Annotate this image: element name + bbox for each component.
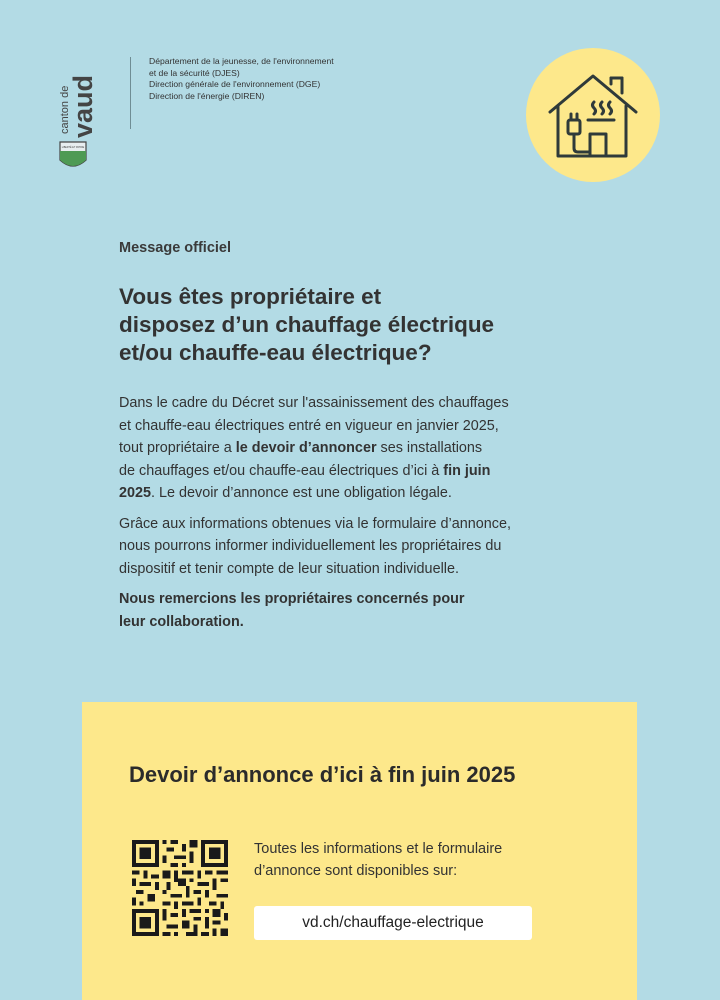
department-block (149, 56, 334, 102)
paragraph-obligation (119, 392, 624, 505)
panel-title: Devoir d’annonce d’ici à fin juin 2025 (129, 762, 516, 787)
body-line: nous pourrons informer individuellement les propriétaires du (119, 538, 502, 554)
info-line: d’annonce sont disponibles sur: (254, 863, 458, 879)
paragraph-thanks (119, 588, 624, 633)
emphasis-year: 2025 (119, 485, 152, 501)
body-line: Nous remercions les propriétaires concernés pour (119, 591, 465, 607)
logo-motto: LIBERTÉ ET PATRIE (61, 146, 85, 149)
body-line: de chauffages et/ou chauffe-eau électriques d’ici à fin juin (119, 462, 491, 479)
announcement-panel (82, 702, 637, 1000)
logo-canton-text: canton de (59, 85, 71, 134)
body-line: tout propriétaire a le devoir d’annoncer ses installations (119, 440, 483, 456)
emphasis-fin-juin: fin juin (443, 462, 491, 479)
paragraph-information (119, 513, 624, 581)
panel-info (254, 838, 502, 882)
body-line: Grâce aux informations obtenues via le formulaire d’annonce, (119, 515, 511, 532)
department-line: Direction générale de l'environnement (DGE) (149, 79, 321, 89)
headline-line: disposez d’un chauffage électrique (119, 312, 495, 337)
department-line: et de la sécurité (DJES) (149, 67, 240, 78)
department-line: Département de la jeunesse, de l'environnement (149, 56, 334, 66)
body-line: et chauffe-eau électriques entré en vigueur en janvier 2025, (119, 417, 499, 434)
coat-of-arms-icon (60, 142, 86, 166)
headline (119, 283, 639, 367)
headline-line: Vous êtes propriétaire et (119, 284, 382, 309)
body-text (119, 392, 624, 641)
body-line: Dans le cadre du Décret sur l'assainissement des chauffages (119, 395, 509, 411)
qr-code-icon[interactable] (132, 840, 228, 936)
headline-line: et/ou chauffe-eau électrique? (119, 340, 432, 365)
canton-vaud-logo (44, 58, 104, 188)
emphasis-devoir: le devoir d’annoncer (235, 440, 377, 456)
department-line: Direction de l'énergie (DIREN) (149, 90, 265, 101)
body-line: leur collaboration. (119, 613, 244, 630)
header-divider (130, 57, 131, 129)
website-link[interactable]: vd.ch/chauffage-electrique (254, 906, 532, 940)
info-line: Toutes les informations et le formulaire (254, 841, 503, 857)
body-line: dispositif et tenir compte de leur situation individuelle. (119, 560, 459, 577)
message-kicker: Message officiel (119, 240, 232, 256)
body-line: 2025. Le devoir d’annonce est une obligation légale. (119, 485, 452, 501)
logo-vaud-text: vaud (68, 74, 98, 138)
house-electric-plug-icon (526, 48, 660, 182)
